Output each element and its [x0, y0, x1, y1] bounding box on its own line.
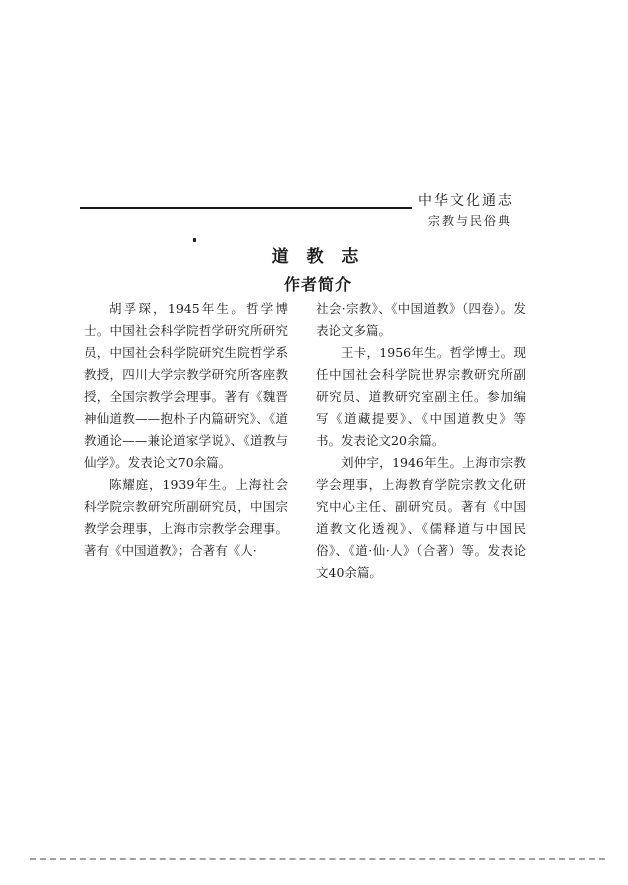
right-column	[316, 298, 526, 584]
author-bio-wang-ka: 王卡，1956年生。哲学博士。现任中国社会科学院世界宗教研究所副研究员、道教研究室副主任。参加编写《道藏提要》、《中国道教史》等书。发表论文20余篇。	[316, 345, 526, 448]
left-column	[84, 298, 288, 562]
author-bio-liu-zhongyu: 刘仲宇，1946年生。上海市宗教学会理事，上海教育学院宗教文化研究中心主任、副研究员。著有《中国道教文化透视》、《儒释道与中国民俗》、《道·仙·人》（合著）等。发表论文40余篇。	[316, 455, 526, 580]
section-title: 作者简介	[283, 275, 352, 294]
author-bio-hu-fuchen: 胡孚琛，1945年生。哲学博士。中国社会科学院哲学研究所研究员，中国社会科学院研究生院哲学系教授，四川大学宗教学研究所客座教授，全国宗教学会理事。著有《魏晋神仙道教——抱朴子内篇研究》、《道教通论——兼论道家学说》、《道教与仙学》。发表论文70余篇。	[84, 301, 288, 470]
scan-bottom-edge	[30, 858, 605, 860]
author-bio-chen-yaoting: 陈耀庭，1939年生。上海社会科学院宗教研究所副研究员，中国宗教学会理事，上海市宗教学会理事。著有《中国道教》；合著有《人·	[84, 477, 288, 558]
author-bio-chen-yaoting-continued: 社会·宗教》、《中国道教》（四卷）。发表论文多篇。	[316, 301, 526, 338]
book-title: 道 教 志	[271, 247, 365, 267]
header-rule	[80, 207, 412, 209]
series-title: 中华文化通志	[418, 193, 514, 209]
series-subtitle: 宗教与民俗典	[428, 214, 513, 228]
